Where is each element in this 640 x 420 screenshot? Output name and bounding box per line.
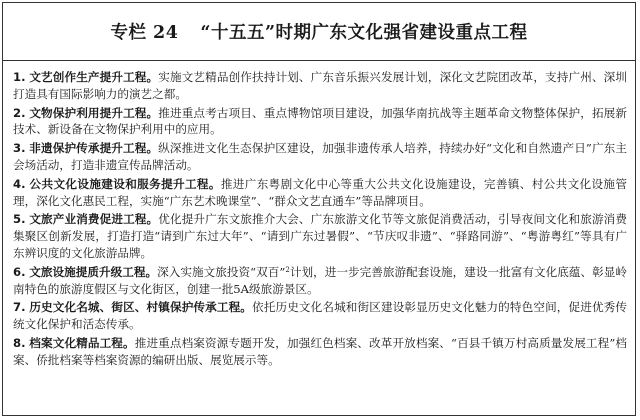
item-title: 文物保护利用提升工程。 xyxy=(29,105,159,120)
item-title: 文艺创作生产提升工程。 xyxy=(29,70,159,84)
project-list xyxy=(3,61,635,369)
item-title: 历史文化名城、街区、村镇保护传承工程。 xyxy=(29,300,253,315)
item-number: 6. xyxy=(13,264,26,279)
project-item-8 xyxy=(13,335,627,369)
item-text: 计划，进一步完善旅游配套设施，建设一批富有文化底蕴、彰显岭南特色的旅游度假区与文化街区，创建一批5A级旅游景区。 xyxy=(13,264,627,296)
item-title: 档案文化精品工程。 xyxy=(29,335,135,350)
project-item-5 xyxy=(13,211,627,261)
item-number: 4. xyxy=(13,176,26,191)
item-text: 纵深推进文化生态保护区建设，加强非遗传承人培养，持续办好“文化和自然遗产日”广东主会场活动，打造非遗宣传品牌活动。 xyxy=(13,141,627,172)
column-title: “十五五”时期广东文化强省建设重点工程 xyxy=(200,23,528,43)
item-number: 1. xyxy=(13,70,26,84)
item-number: 7. xyxy=(13,300,26,315)
item-number: 5. xyxy=(13,212,26,227)
project-item-6 xyxy=(13,264,627,298)
column-label: 专栏 24 xyxy=(110,23,179,43)
item-text: 优化提升广东文旅推介大会、广东旅游文化节等文旅促消费活动，引导夜间文化和旅游消费集聚区创新发展，打造打造“请到广东过大年”、“请到广东过暑假”、“节庆叹非遗”、“驿路同游”、“粤游粤红”等具有广东辨识度的文化旅游品牌。 xyxy=(13,212,627,260)
column-header xyxy=(3,3,635,61)
item-number: 2. xyxy=(13,105,26,120)
project-item-1 xyxy=(13,69,627,103)
item-text-before: 深入实施文旅投资“双百” xyxy=(157,264,286,279)
project-item-3 xyxy=(13,140,627,174)
item-text: 依托历史文化名城和街区建设彰显历史文化魅力的特色空间，促进优秀传统文化保护和活态传承。 xyxy=(13,300,627,332)
item-text: 实施文艺精品创作扶持计划、广东音乐振兴发展计划，深化文艺院团改革，支持广州、深圳打造具有国际影响力的演艺之都。 xyxy=(13,70,627,101)
item-title: 非遗保护传承提升工程。 xyxy=(29,141,159,156)
footnote-marker: 2 xyxy=(285,265,290,274)
project-item-7 xyxy=(13,299,627,333)
item-text: 推进广东粤剧文化中心等重大公共文化设施建设，完善镇、村公共文化设施管理，深化文化惠民工程，实施“广东艺术晚课堂”、“群众文艺直通车”等品牌项目。 xyxy=(13,176,627,208)
item-number: 8. xyxy=(13,335,26,350)
item-title: 文旅设施提质升级工程。 xyxy=(29,264,158,279)
column-box xyxy=(2,2,636,416)
item-text: 推进重点档案资源专题开发，加强红色档案、改革开放档案、“百县千镇万村高质量发展工程”档案、侨批档案等档案资源的编研出版、展览展示等。 xyxy=(13,335,627,367)
item-text: 推进重点考古项目、重点博物馆项目建设，加强华南抗战等主题革命文物整体保护，拓展新技术、新设备在文物保护利用中的应用。 xyxy=(13,105,627,137)
item-title: 文旅产业消费促进工程。 xyxy=(29,212,159,227)
project-item-2 xyxy=(13,105,627,139)
project-item-4 xyxy=(13,176,627,210)
item-title: 公共文化设施建设和服务提升工程。 xyxy=(29,176,221,191)
item-number: 3. xyxy=(13,141,26,156)
